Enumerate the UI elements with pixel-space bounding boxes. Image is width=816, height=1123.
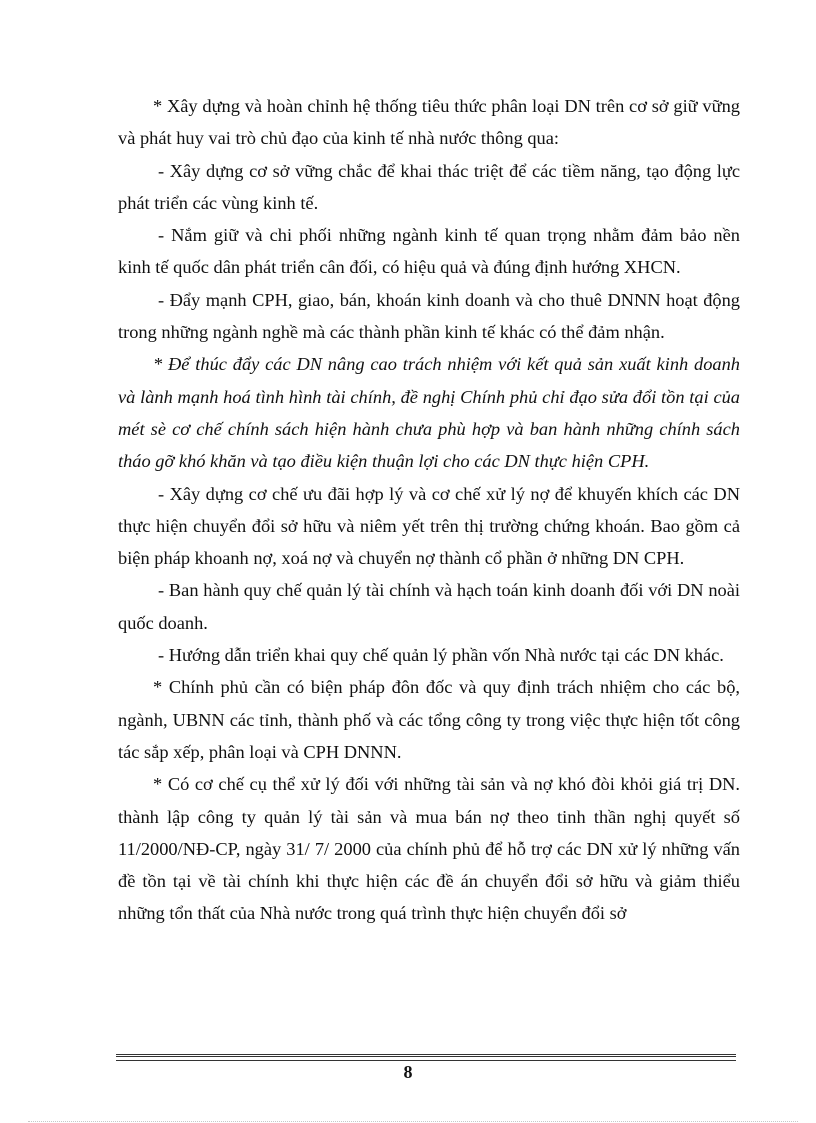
paragraph-8: - Hướng dẫn triển khai quy chế quản lý phần vốn Nhà nước tại các DN khác.: [158, 645, 724, 666]
footer-rule: [116, 1054, 736, 1057]
body-text: [118, 90, 740, 930]
paragraph-2: - Xây dựng cơ sở vững chắc để khai thác triệt để các tiềm năng, tạo động lực phát triển các vùng kinh tế.: [118, 160, 740, 213]
paragraph-5: * Để thúc đẩy các DN nâng cao trách nhiệm với kết quả sản xuất kinh doanh và lành mạnh hoá tình hình tài chính, đề nghị Chính phủ chỉ đạo sửa đổi tồn tại của mét sè cơ chế chính sách hiện hành chưa phù hợp và ban hành những chính sách tháo gỡ khó khăn và tạo điều kiện thuận lợi cho các DN thực hiện CPH.: [118, 354, 740, 472]
paragraph-3: - Nắm giữ và chi phối những ngành kinh tế quan trọng nhằm đảm bảo nền kinh tế quốc dân phát triển cân đối, có hiệu quả và đúng định hướng XHCN.: [118, 225, 740, 278]
page-number: 8: [403, 1062, 413, 1082]
paragraph-6: - Xây dựng cơ chế ưu đãi hợp lý và cơ chế xử lý nợ để khuyến khích các DN thực hiện chuyển đổi sở hữu và niêm yết trên thị trường chứng khoán. Bao gồm cả biện pháp khoanh nợ, xoá nợ và chuyển nợ thành cổ phần ở những DN CPH.: [118, 483, 740, 569]
paragraph-10: * Có cơ chế cụ thể xử lý đối với những tài sản và nợ khó đòi khỏi giá trị DN. thành lập công ty quản lý tài sản và mua bán nợ theo tinh thần nghị quyết số 11/2000/NĐ-CP, ngày 31/ 7/ 2000 của chính phủ để hỗ trợ các DN xử lý những vấn đề tồn tại về tài chính khi thực hiện các đề án chuyển đổi sở hữu và giảm thiểu những tổn thất của Nhà nước trong quá trình thực hiện chuyển đổi sở: [118, 774, 740, 924]
paragraph-4: - Đẩy mạnh CPH, giao, bán, khoán kinh doanh và cho thuê DNNN hoạt động trong những ngành nghề mà các thành phần kinh tế khác có thể đảm nhận.: [118, 289, 740, 343]
paragraph-7: - Ban hành quy chế quản lý tài chính và hạch toán kinh doanh đối với DN noài quốc doanh.: [118, 580, 740, 633]
paragraph-9: * Chính phủ cần có biện pháp đôn đốc và quy định trách nhiệm cho các bộ, ngành, UBNN các tỉnh, thành phố và các tổng công ty trong việc thực hiện tốt công tác sắp xếp, phân loại và CPH DNNN.: [118, 677, 740, 762]
footer-rule-thin: [116, 1060, 736, 1061]
page-edge-divider: [28, 1121, 798, 1122]
paragraph-1: * Xây dựng và hoàn chỉnh hệ thống tiêu thức phân loại DN trên cơ sở giữ vững và phát huy vai trò chủ đạo của kinh tế nhà nước thông qua:: [118, 96, 740, 149]
